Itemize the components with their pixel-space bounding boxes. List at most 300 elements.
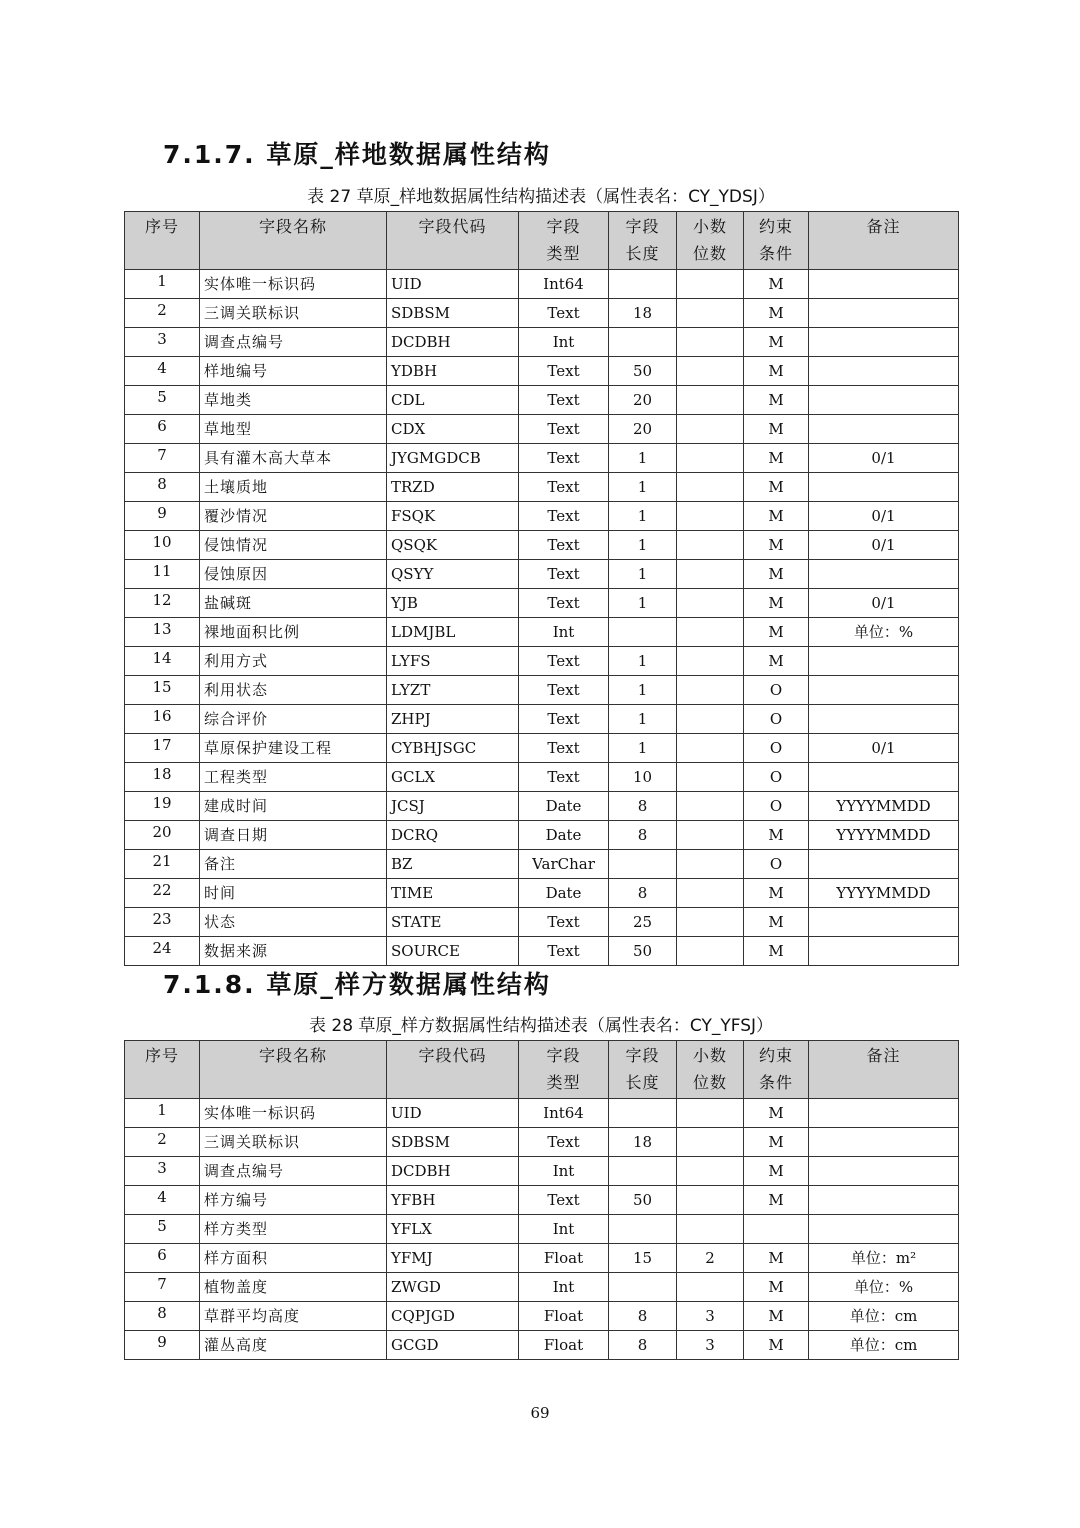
- cell-field-length: 8: [609, 821, 677, 850]
- cell-constraint: [744, 1215, 809, 1244]
- cell-note: 单位：%: [809, 1273, 959, 1302]
- cell-field-name: 样地编号: [200, 357, 387, 386]
- cell-constraint: M: [744, 1099, 809, 1128]
- cell-field-code: STATE: [387, 908, 519, 937]
- cell-decimal-places: [677, 937, 744, 966]
- cell-note: [809, 1215, 959, 1244]
- cell-field-type: Text: [519, 444, 609, 473]
- cell-decimal-places: [677, 1099, 744, 1128]
- cell-field-length: 50: [609, 937, 677, 966]
- cell-field-code: CQPJGD: [387, 1302, 519, 1331]
- cell-no: 23: [125, 908, 200, 937]
- cell-no: 7: [125, 444, 200, 473]
- cell-field-type: VarChar: [519, 850, 609, 879]
- cell-no: 10: [125, 531, 200, 560]
- cell-field-type: Text: [519, 357, 609, 386]
- cell-note: [809, 1157, 959, 1186]
- header-name: 字段名称: [200, 212, 387, 270]
- cell-no: 3: [125, 1157, 200, 1186]
- attribute-table: [124, 211, 959, 966]
- cell-note: YYYYMMDD: [809, 821, 959, 850]
- cell-field-length: 20: [609, 386, 677, 415]
- cell-no: 15: [125, 676, 200, 705]
- cell-note: [809, 647, 959, 676]
- cell-decimal-places: [677, 1128, 744, 1157]
- cell-decimal-places: [677, 618, 744, 647]
- cell-decimal-places: [677, 1215, 744, 1244]
- cell-field-name: 三调关联标识: [200, 1128, 387, 1157]
- cell-field-name: 样方编号: [200, 1186, 387, 1215]
- cell-note: [809, 560, 959, 589]
- cell-note: [809, 937, 959, 966]
- cell-field-name: 时间: [200, 879, 387, 908]
- cell-constraint: M: [744, 299, 809, 328]
- attribute-table: [124, 1040, 959, 1360]
- table-row: [125, 473, 959, 502]
- cell-constraint: M: [744, 589, 809, 618]
- cell-note: [809, 1099, 959, 1128]
- cell-constraint: M: [744, 531, 809, 560]
- cell-constraint: M: [744, 618, 809, 647]
- cell-field-code: JYGMGDCB: [387, 444, 519, 473]
- cell-no: 8: [125, 1302, 200, 1331]
- cell-no: 8: [125, 473, 200, 502]
- table-row: [125, 763, 959, 792]
- cell-note: [809, 908, 959, 937]
- cell-field-code: SDBSM: [387, 299, 519, 328]
- cell-note: 单位：m²: [809, 1244, 959, 1273]
- table-row: [125, 879, 959, 908]
- cell-note: YYYYMMDD: [809, 879, 959, 908]
- cell-field-code: SOURCE: [387, 937, 519, 966]
- cell-field-length: 1: [609, 734, 677, 763]
- cell-field-length: 8: [609, 879, 677, 908]
- cell-no: 20: [125, 821, 200, 850]
- table-row: [125, 1157, 959, 1186]
- cell-field-name: 侵蚀情况: [200, 531, 387, 560]
- cell-note: [809, 1128, 959, 1157]
- cell-decimal-places: [677, 908, 744, 937]
- cell-constraint: M: [744, 908, 809, 937]
- table-caption: 表 27 草原_样地数据属性结构描述表（属性表名：CY_YDSJ）: [307, 187, 775, 207]
- table-row: [125, 821, 959, 850]
- header-decimal: 小数 位数: [677, 212, 744, 270]
- cell-constraint: M: [744, 1273, 809, 1302]
- table-row: [125, 502, 959, 531]
- header-type: 字段 类型: [519, 212, 609, 270]
- cell-note: 0/1: [809, 734, 959, 763]
- cell-field-type: Int: [519, 618, 609, 647]
- cell-note: [809, 328, 959, 357]
- cell-field-type: Text: [519, 1186, 609, 1215]
- cell-decimal-places: 3: [677, 1331, 744, 1360]
- cell-decimal-places: [677, 328, 744, 357]
- table-row: [125, 618, 959, 647]
- cell-constraint: M: [744, 502, 809, 531]
- cell-field-code: YFBH: [387, 1186, 519, 1215]
- cell-constraint: M: [744, 821, 809, 850]
- cell-field-type: Int64: [519, 270, 609, 299]
- cell-field-name: 具有灌木高大草本: [200, 444, 387, 473]
- table-row: [125, 734, 959, 763]
- cell-field-type: Text: [519, 937, 609, 966]
- cell-field-length: 10: [609, 763, 677, 792]
- cell-field-length: 1: [609, 705, 677, 734]
- header-length: 字段 长度: [609, 212, 677, 270]
- cell-field-type: Text: [519, 908, 609, 937]
- cell-no: 5: [125, 1215, 200, 1244]
- cell-constraint: O: [744, 676, 809, 705]
- cell-constraint: O: [744, 763, 809, 792]
- cell-field-type: Text: [519, 386, 609, 415]
- cell-field-name: 工程类型: [200, 763, 387, 792]
- cell-note: [809, 357, 959, 386]
- header-constraint: 约束 条件: [744, 1041, 809, 1099]
- cell-note: [809, 473, 959, 502]
- table-row: [125, 1331, 959, 1360]
- cell-decimal-places: [677, 560, 744, 589]
- table-row: [125, 1128, 959, 1157]
- cell-note: 0/1: [809, 531, 959, 560]
- cell-decimal-places: [677, 357, 744, 386]
- cell-no: 9: [125, 502, 200, 531]
- table-row: [125, 444, 959, 473]
- cell-decimal-places: [677, 879, 744, 908]
- cell-field-code: CDL: [387, 386, 519, 415]
- table-row: [125, 850, 959, 879]
- cell-note: 0/1: [809, 589, 959, 618]
- section-title: 7.1.7. 草原_样地数据属性结构: [163, 140, 551, 169]
- cell-constraint: M: [744, 328, 809, 357]
- cell-field-type: Text: [519, 560, 609, 589]
- cell-constraint: M: [744, 270, 809, 299]
- header-decimal: 小数 位数: [677, 1041, 744, 1099]
- header-no: 序号: [125, 1041, 200, 1099]
- cell-constraint: M: [744, 1128, 809, 1157]
- cell-field-type: Text: [519, 1128, 609, 1157]
- cell-field-name: 盐碱斑: [200, 589, 387, 618]
- cell-no: 4: [125, 357, 200, 386]
- cell-field-code: QSQK: [387, 531, 519, 560]
- table-row: [125, 1302, 959, 1331]
- cell-field-type: Float: [519, 1331, 609, 1360]
- cell-constraint: M: [744, 647, 809, 676]
- cell-constraint: O: [744, 705, 809, 734]
- table-row: [125, 676, 959, 705]
- cell-constraint: M: [744, 879, 809, 908]
- cell-decimal-places: [677, 299, 744, 328]
- cell-note: [809, 270, 959, 299]
- table-row: [125, 1099, 959, 1128]
- cell-field-name: 样方类型: [200, 1215, 387, 1244]
- table-row: [125, 415, 959, 444]
- cell-no: 4: [125, 1186, 200, 1215]
- table-row: [125, 589, 959, 618]
- cell-field-code: UID: [387, 270, 519, 299]
- cell-field-length: 18: [609, 299, 677, 328]
- cell-field-name: 备注: [200, 850, 387, 879]
- cell-field-name: 植物盖度: [200, 1273, 387, 1302]
- cell-note: [809, 1186, 959, 1215]
- cell-no: 12: [125, 589, 200, 618]
- cell-constraint: M: [744, 357, 809, 386]
- cell-no: 13: [125, 618, 200, 647]
- cell-field-type: Text: [519, 502, 609, 531]
- cell-constraint: M: [744, 444, 809, 473]
- table-row: [125, 328, 959, 357]
- cell-no: 6: [125, 415, 200, 444]
- cell-no: 21: [125, 850, 200, 879]
- cell-field-type: Float: [519, 1302, 609, 1331]
- cell-field-type: Int64: [519, 1099, 609, 1128]
- cell-decimal-places: [677, 792, 744, 821]
- cell-constraint: M: [744, 1186, 809, 1215]
- cell-no: 1: [125, 1099, 200, 1128]
- cell-no: 2: [125, 1128, 200, 1157]
- cell-no: 19: [125, 792, 200, 821]
- page-number: 69: [530, 1404, 550, 1422]
- cell-constraint: O: [744, 792, 809, 821]
- cell-note: 单位：cm: [809, 1302, 959, 1331]
- cell-constraint: M: [744, 1244, 809, 1273]
- header-note: 备注: [809, 1041, 959, 1099]
- cell-field-length: [609, 328, 677, 357]
- cell-field-name: 样方面积: [200, 1244, 387, 1273]
- cell-field-length: 1: [609, 589, 677, 618]
- cell-field-code: UID: [387, 1099, 519, 1128]
- cell-field-code: ZWGD: [387, 1273, 519, 1302]
- cell-field-code: DCRQ: [387, 821, 519, 850]
- cell-field-length: 1: [609, 502, 677, 531]
- cell-field-code: LYZT: [387, 676, 519, 705]
- cell-field-name: 侵蚀原因: [200, 560, 387, 589]
- cell-no: 1: [125, 270, 200, 299]
- cell-field-type: Text: [519, 473, 609, 502]
- cell-field-length: 8: [609, 1331, 677, 1360]
- cell-note: [809, 705, 959, 734]
- cell-field-code: YFLX: [387, 1215, 519, 1244]
- cell-field-name: 灌丛高度: [200, 1331, 387, 1360]
- header-code: 字段代码: [387, 212, 519, 270]
- cell-decimal-places: [677, 531, 744, 560]
- cell-field-name: 调查点编号: [200, 328, 387, 357]
- cell-note: YYYYMMDD: [809, 792, 959, 821]
- table-row: [125, 705, 959, 734]
- table-row: [125, 937, 959, 966]
- cell-field-type: Int: [519, 1157, 609, 1186]
- table-header-row: [125, 1041, 959, 1099]
- cell-field-name: 利用方式: [200, 647, 387, 676]
- header-note: 备注: [809, 212, 959, 270]
- header-length: 字段 长度: [609, 1041, 677, 1099]
- cell-field-type: Text: [519, 647, 609, 676]
- cell-constraint: M: [744, 473, 809, 502]
- cell-field-type: Int: [519, 1215, 609, 1244]
- cell-field-type: Text: [519, 299, 609, 328]
- cell-field-length: [609, 618, 677, 647]
- table-row: [125, 1244, 959, 1273]
- cell-field-length: 18: [609, 1128, 677, 1157]
- cell-field-code: YDBH: [387, 357, 519, 386]
- cell-no: 7: [125, 1273, 200, 1302]
- cell-decimal-places: [677, 270, 744, 299]
- cell-field-code: CDX: [387, 415, 519, 444]
- header-type: 字段 类型: [519, 1041, 609, 1099]
- cell-field-name: 草群平均高度: [200, 1302, 387, 1331]
- cell-field-code: QSYY: [387, 560, 519, 589]
- cell-field-name: 裸地面积比例: [200, 618, 387, 647]
- cell-note: [809, 676, 959, 705]
- cell-field-code: TRZD: [387, 473, 519, 502]
- section-title: 7.1.8. 草原_样方数据属性结构: [163, 970, 551, 999]
- cell-note: [809, 415, 959, 444]
- cell-decimal-places: [677, 1186, 744, 1215]
- cell-no: 16: [125, 705, 200, 734]
- cell-decimal-places: [677, 444, 744, 473]
- cell-no: 9: [125, 1331, 200, 1360]
- cell-decimal-places: [677, 763, 744, 792]
- cell-constraint: M: [744, 386, 809, 415]
- table-row: [125, 647, 959, 676]
- header-no: 序号: [125, 212, 200, 270]
- cell-note: [809, 386, 959, 415]
- cell-field-type: Text: [519, 415, 609, 444]
- cell-field-code: LDMJBL: [387, 618, 519, 647]
- cell-field-length: [609, 270, 677, 299]
- cell-field-length: 15: [609, 1244, 677, 1273]
- cell-note: 0/1: [809, 502, 959, 531]
- cell-note: [809, 763, 959, 792]
- cell-field-length: 1: [609, 647, 677, 676]
- cell-field-length: [609, 1099, 677, 1128]
- cell-field-code: CYBHJSGC: [387, 734, 519, 763]
- cell-no: 2: [125, 299, 200, 328]
- cell-field-name: 实体唯一标识码: [200, 1099, 387, 1128]
- cell-field-type: Date: [519, 879, 609, 908]
- cell-constraint: M: [744, 1302, 809, 1331]
- cell-field-type: Int: [519, 1273, 609, 1302]
- table-row: [125, 270, 959, 299]
- cell-note: 单位：cm: [809, 1331, 959, 1360]
- cell-constraint: M: [744, 937, 809, 966]
- cell-field-length: 1: [609, 676, 677, 705]
- cell-note: 单位：%: [809, 618, 959, 647]
- cell-field-type: Text: [519, 763, 609, 792]
- cell-field-type: Text: [519, 531, 609, 560]
- cell-decimal-places: [677, 647, 744, 676]
- cell-field-code: DCDBH: [387, 328, 519, 357]
- cell-no: 5: [125, 386, 200, 415]
- cell-note: 0/1: [809, 444, 959, 473]
- cell-decimal-places: 3: [677, 1302, 744, 1331]
- cell-field-length: 1: [609, 473, 677, 502]
- table-row: [125, 386, 959, 415]
- cell-field-code: FSQK: [387, 502, 519, 531]
- cell-decimal-places: [677, 1273, 744, 1302]
- cell-field-code: DCDBH: [387, 1157, 519, 1186]
- cell-constraint: M: [744, 560, 809, 589]
- cell-decimal-places: [677, 589, 744, 618]
- cell-field-code: SDBSM: [387, 1128, 519, 1157]
- cell-decimal-places: [677, 1157, 744, 1186]
- cell-constraint: M: [744, 1157, 809, 1186]
- cell-decimal-places: [677, 676, 744, 705]
- cell-field-code: BZ: [387, 850, 519, 879]
- cell-note: [809, 850, 959, 879]
- cell-decimal-places: [677, 386, 744, 415]
- cell-field-code: LYFS: [387, 647, 519, 676]
- cell-constraint: M: [744, 415, 809, 444]
- table-header-row: [125, 212, 959, 270]
- table-row: [125, 908, 959, 937]
- cell-field-length: 50: [609, 357, 677, 386]
- cell-no: 11: [125, 560, 200, 589]
- cell-field-code: YFMJ: [387, 1244, 519, 1273]
- table-row: [125, 531, 959, 560]
- cell-field-length: [609, 850, 677, 879]
- cell-field-type: Date: [519, 792, 609, 821]
- cell-no: 14: [125, 647, 200, 676]
- cell-field-length: 8: [609, 792, 677, 821]
- cell-field-type: Text: [519, 705, 609, 734]
- cell-field-length: [609, 1273, 677, 1302]
- cell-no: 22: [125, 879, 200, 908]
- cell-note: [809, 299, 959, 328]
- cell-field-name: 调查日期: [200, 821, 387, 850]
- cell-decimal-places: [677, 502, 744, 531]
- cell-field-name: 综合评价: [200, 705, 387, 734]
- cell-field-name: 实体唯一标识码: [200, 270, 387, 299]
- cell-decimal-places: [677, 415, 744, 444]
- cell-field-length: 1: [609, 444, 677, 473]
- cell-field-length: [609, 1215, 677, 1244]
- header-name: 字段名称: [200, 1041, 387, 1099]
- cell-field-length: 8: [609, 1302, 677, 1331]
- header-code: 字段代码: [387, 1041, 519, 1099]
- cell-field-length: 1: [609, 531, 677, 560]
- cell-field-code: GCLX: [387, 763, 519, 792]
- cell-constraint: O: [744, 734, 809, 763]
- cell-decimal-places: [677, 705, 744, 734]
- cell-field-name: 利用状态: [200, 676, 387, 705]
- table-row: [125, 1273, 959, 1302]
- table-row: [125, 792, 959, 821]
- cell-field-name: 三调关联标识: [200, 299, 387, 328]
- table-row: [125, 560, 959, 589]
- table-row: [125, 299, 959, 328]
- cell-decimal-places: [677, 734, 744, 763]
- cell-field-type: Text: [519, 734, 609, 763]
- cell-no: 24: [125, 937, 200, 966]
- cell-field-name: 草原保护建设工程: [200, 734, 387, 763]
- cell-decimal-places: [677, 850, 744, 879]
- cell-decimal-places: 2: [677, 1244, 744, 1273]
- cell-field-code: YJB: [387, 589, 519, 618]
- cell-field-type: Date: [519, 821, 609, 850]
- table-row: [125, 357, 959, 386]
- cell-no: 6: [125, 1244, 200, 1273]
- header-constraint: 约束 条件: [744, 212, 809, 270]
- cell-field-name: 草地型: [200, 415, 387, 444]
- table-row: [125, 1215, 959, 1244]
- cell-field-type: Int: [519, 328, 609, 357]
- cell-decimal-places: [677, 473, 744, 502]
- cell-field-length: 50: [609, 1186, 677, 1215]
- cell-field-name: 草地类: [200, 386, 387, 415]
- cell-no: 3: [125, 328, 200, 357]
- cell-field-type: Text: [519, 676, 609, 705]
- cell-field-code: ZHPJ: [387, 705, 519, 734]
